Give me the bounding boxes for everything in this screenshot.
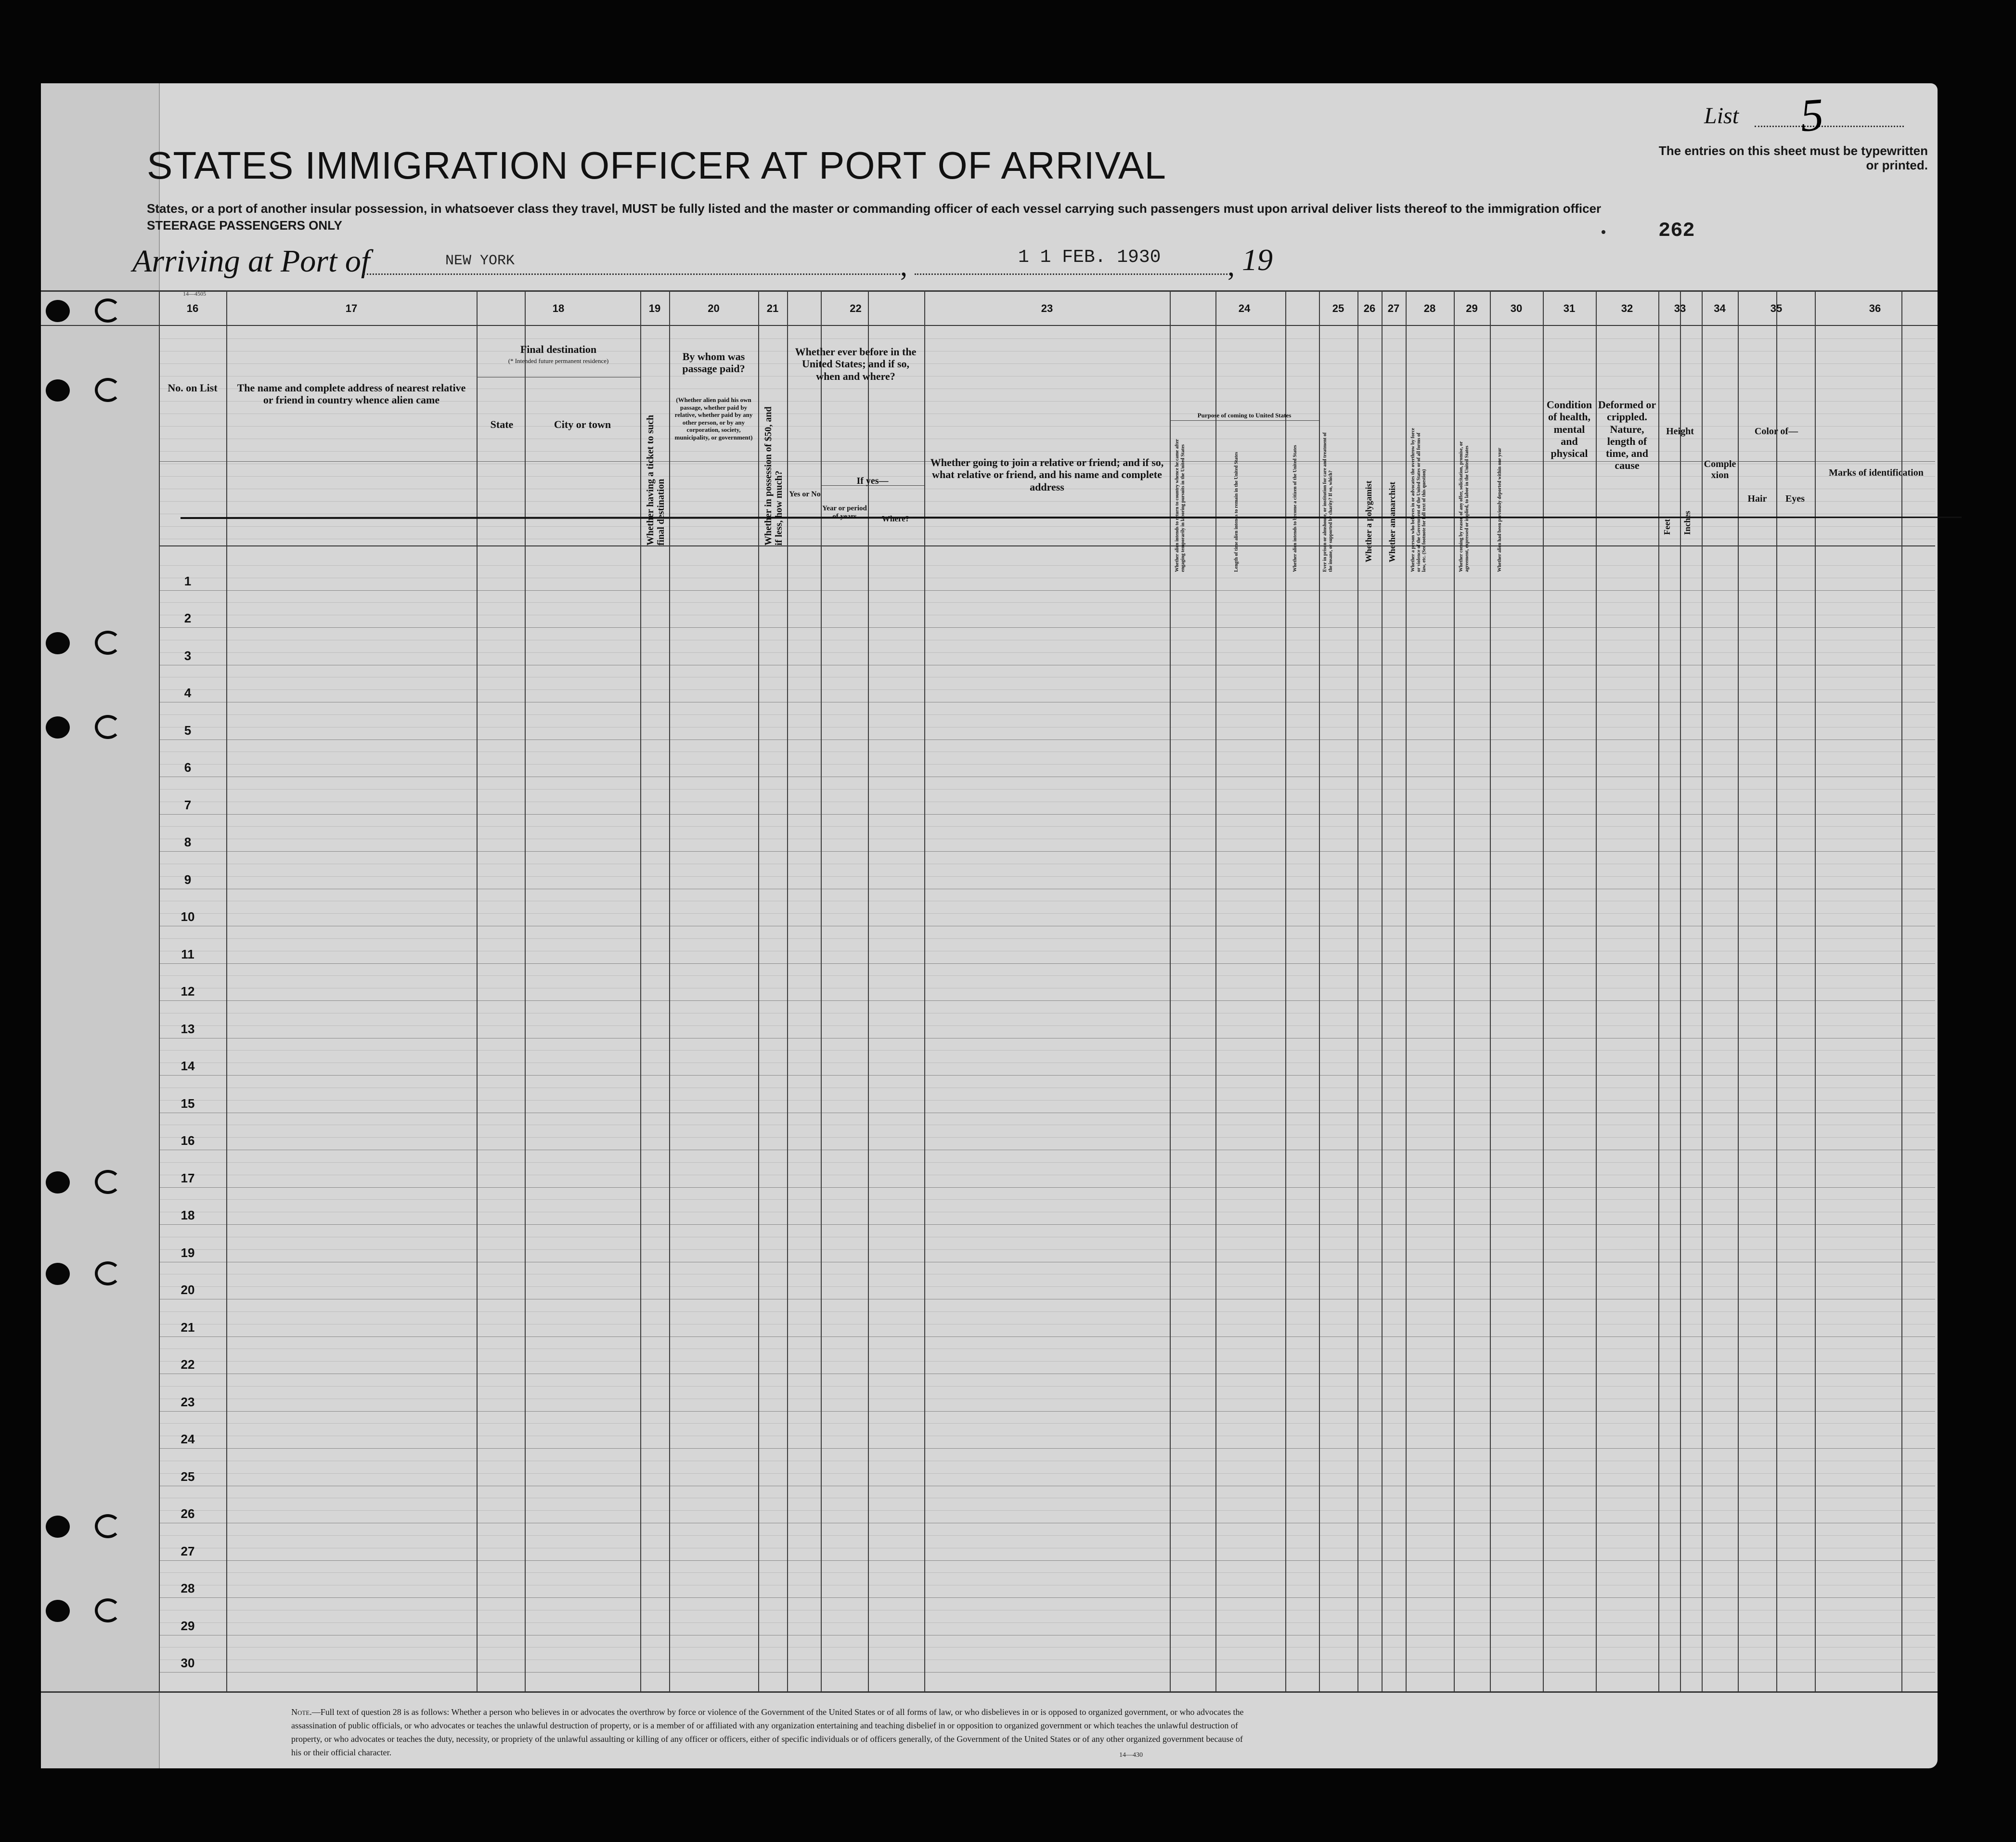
col-16-header: No. on List — [168, 382, 218, 394]
col-30-header: Whether alien had been previously deported within one year — [1497, 448, 1502, 572]
year-prefix: 19 — [1242, 243, 1273, 277]
column-number: 28 — [1423, 302, 1436, 314]
grid-line — [159, 913, 1935, 914]
grid-line — [159, 451, 1935, 452]
column-number: 25 — [1332, 302, 1344, 314]
grid-line — [1596, 290, 1597, 1691]
column-number: 34 — [1714, 302, 1726, 314]
grid-line — [159, 1672, 1935, 1673]
grid-line — [1382, 290, 1383, 1691]
grid-line — [1490, 290, 1491, 1691]
grid-line — [159, 363, 1935, 364]
binder-ring-icon — [95, 1598, 121, 1622]
binder-hole — [46, 379, 70, 402]
column-number: 26 — [1363, 302, 1376, 314]
grid-line — [159, 1336, 1935, 1337]
grid-line — [159, 1286, 1935, 1287]
row-number: 5 — [184, 723, 192, 738]
grid-line — [159, 1448, 1935, 1449]
row-number: 18 — [181, 1208, 195, 1222]
column-number: 29 — [1466, 302, 1478, 314]
grid-line — [159, 1075, 1935, 1076]
grid-line — [159, 1311, 1935, 1312]
grid-line — [1285, 290, 1286, 1691]
form-code: 14—4505 — [183, 290, 206, 297]
col-20-header: By whom was passage paid? — [682, 350, 745, 375]
grid-line — [159, 1560, 1935, 1561]
column-number: 33 — [1674, 302, 1686, 314]
grid-line — [159, 1249, 1935, 1250]
grid-line — [159, 1622, 1935, 1623]
row-number: 13 — [181, 1021, 195, 1036]
col-23-header: Whether going to join a relative or friend; and if so, what relative or friend, and his name and complete address — [930, 456, 1164, 493]
struck-line — [181, 517, 1962, 519]
col-18-subheader: (* Intended future permanent residence) — [508, 357, 609, 364]
binder-hole — [46, 1600, 70, 1622]
grid-line — [159, 1473, 1935, 1474]
row-number: 29 — [181, 1618, 195, 1633]
grid-line — [159, 689, 1935, 690]
col-25-header: Ever in prison or almshouse, or institution for care and treatment of the insane, or supported by charity? If so, which? — [1322, 432, 1333, 572]
row-number: 9 — [184, 872, 192, 887]
grid-line — [1215, 290, 1216, 1691]
col-24-header: Purpose of coming to United States — [1197, 412, 1292, 419]
row-number: 25 — [181, 1469, 195, 1484]
grid-line — [1738, 461, 1815, 462]
grid-line — [477, 290, 478, 1691]
grid-line — [1658, 461, 1702, 462]
grid-line — [159, 545, 1935, 546]
row-number: 27 — [181, 1544, 195, 1558]
column-number: 31 — [1563, 302, 1576, 314]
grid-line — [1543, 290, 1544, 1691]
grid-line — [669, 290, 670, 1691]
row-number: 20 — [181, 1283, 195, 1297]
footnote — [291, 1706, 1254, 1760]
manifest-grid — [41, 83, 1938, 1768]
grid-line — [758, 290, 759, 1691]
binder-ring-icon — [95, 298, 121, 323]
entries-note: The entries on this sheet must be typewritten or printed. — [1658, 143, 1928, 172]
col-18-city: City or town — [554, 418, 611, 430]
date-field-line — [915, 273, 1228, 275]
row-number: 2 — [184, 611, 192, 625]
grid-line — [1170, 290, 1171, 1691]
grid-line — [1357, 290, 1358, 1691]
dot-mark — [1602, 230, 1605, 234]
grid-line — [159, 1050, 1935, 1051]
grid-line — [159, 789, 1935, 790]
binder-ring-icon — [95, 1261, 121, 1285]
col-20-subheader: (Whether alien paid his own passage, whether paid by relative, whether paid by any other person, or by any corporation, society, municipality, or government) — [674, 396, 753, 441]
row-number: 3 — [184, 648, 192, 663]
grid-line — [159, 1386, 1935, 1387]
form-header — [41, 83, 1938, 295]
grid-line — [159, 1025, 1935, 1026]
grid-line — [1815, 290, 1816, 1691]
date-stamp: 1 1 FEB. 1930 — [1018, 247, 1161, 268]
grid-line — [159, 764, 1935, 765]
binder-hole — [46, 1516, 70, 1538]
row-number: 7 — [184, 797, 192, 812]
comma-separator: , — [900, 250, 907, 282]
grid-line — [159, 1187, 1935, 1188]
passenger-class: STEERAGE PASSENGERS ONLY — [147, 218, 342, 233]
row-number: 8 — [184, 835, 192, 849]
sheet-number: 262 — [1658, 219, 1695, 242]
binder-hole — [46, 632, 70, 654]
grid-line — [159, 975, 1935, 976]
binder-hole — [46, 716, 70, 739]
grid-line — [159, 826, 1935, 827]
col-26-header: Whether a polygamist — [1364, 480, 1373, 562]
col-24-sub1: Whether alien intends to return to country whence he came after engaging temporarily in laboring pursuits in the United States — [1175, 439, 1186, 572]
grid-line — [1702, 290, 1703, 1691]
grid-line — [159, 1199, 1935, 1200]
grid-line — [1680, 290, 1681, 1691]
grid-line — [1658, 290, 1659, 1691]
grid-line — [159, 565, 1935, 566]
column-number: 18 — [552, 302, 565, 314]
grid-line — [159, 963, 1935, 964]
binder-ring-icon — [95, 378, 121, 402]
footnote-text: —Full text of question 28 is as follows: Whether a person who believes in or advocates the overthrow by force or violence of the Government of the United States or of all forms of law, or who disbelieves in or is opposed to organized government, or who advocates the assassination of public officials, or who advocates or teaches the unlawful destruction of property, or is a member of or affiliated with any organization entertaining and teaching disbelief in or opposition to organized government or which teaches the unlawful destruction of property, or who advocates or teaches the duty, necessity, or propriety of the unlawful assaulting or killing of any officer or officers, either of specific individuals or of officers generally, of the Government of the United States or of any other organized government because of his or their official character. — [291, 1707, 1244, 1757]
grid-line — [1170, 420, 1319, 421]
grid-line — [159, 814, 1935, 815]
col-35-eyes: Eyes — [1785, 493, 1805, 504]
col-22-years: Year or period of years — [822, 505, 867, 521]
comma-separator: , — [1228, 250, 1235, 282]
grid-line — [1454, 290, 1455, 1691]
col-22-if-yes: If yes— — [856, 476, 889, 486]
footnote-code: 14—430 — [1119, 1751, 1143, 1759]
col-31-header: Condition of health, mental and physical — [1546, 399, 1592, 460]
col-22-where: Where? — [881, 514, 910, 523]
grid-line — [640, 290, 641, 1691]
row-number: 11 — [181, 947, 194, 961]
grid-line — [159, 714, 1935, 715]
col-21-header: Whether in possession of $50, and if less, how much? — [763, 406, 784, 545]
col-18-state: State — [490, 418, 514, 430]
row-number: 16 — [181, 1133, 195, 1148]
grid-line — [159, 602, 1935, 603]
binder-ring-icon — [95, 1170, 121, 1194]
grid-line — [159, 938, 1935, 939]
grid-line — [159, 876, 1935, 877]
col-24-sub2: Length of time alien intends to remain in the United States — [1234, 452, 1239, 572]
column-number: 17 — [345, 302, 358, 314]
column-number: 27 — [1387, 302, 1400, 314]
grid-line — [159, 338, 1935, 339]
row-number: 21 — [181, 1320, 195, 1335]
row-number: 28 — [181, 1581, 195, 1596]
form-statement: States, or a port of another insular possession, in whatsoever class they travel, MUST be fully listed and the master or commanding officer of each vessel carrying such passengers must upon arrival deliver lists thereof to the immigration officer — [147, 201, 1602, 216]
row-number: 22 — [181, 1357, 195, 1372]
row-number: 23 — [181, 1394, 195, 1409]
column-number: 36 — [1869, 302, 1881, 314]
list-field-line — [1755, 126, 1904, 127]
row-number: 26 — [181, 1506, 195, 1521]
row-number: 12 — [181, 984, 195, 999]
grid-line — [159, 1411, 1935, 1412]
grid-line — [1738, 290, 1739, 1691]
manifest-sheet — [41, 83, 1938, 1768]
col-33-inches: Inches — [1682, 510, 1692, 535]
row-number: 15 — [181, 1096, 195, 1111]
column-number: 21 — [766, 302, 779, 314]
binder-hole — [46, 1263, 70, 1285]
grid-line — [159, 851, 1935, 852]
list-number: 5 — [1798, 88, 1825, 142]
grid-line — [159, 501, 1935, 502]
col-36-header: Marks of identification — [1829, 467, 1924, 478]
grid-line — [159, 1000, 1935, 1001]
grid-line — [868, 290, 869, 1691]
grid-line — [159, 1597, 1935, 1598]
binder-ring-icon — [95, 715, 121, 739]
column-number: 16 — [186, 302, 199, 314]
row-number: 1 — [184, 573, 192, 588]
col-35-header: Color of— — [1754, 426, 1798, 437]
grid-line — [821, 290, 822, 1691]
col-19-header: Whether having a ticket to such final destination — [645, 415, 666, 545]
row-number: 4 — [184, 686, 192, 700]
column-number: 23 — [1041, 302, 1053, 314]
col-32-header: Deformed or crippled. Nature, length of time, and cause — [1598, 399, 1656, 472]
grid-line — [159, 1423, 1935, 1424]
row-number: 19 — [181, 1245, 195, 1260]
grid-line — [525, 290, 526, 1691]
row-number: 24 — [181, 1432, 195, 1446]
column-number: 30 — [1510, 302, 1523, 314]
list-label: List — [1704, 103, 1739, 129]
row-number: 17 — [181, 1170, 195, 1185]
grid-line — [159, 627, 1935, 628]
grid-line — [159, 1572, 1935, 1573]
row-number: 6 — [184, 760, 192, 775]
column-number: 20 — [708, 302, 720, 314]
port-field-line — [363, 273, 900, 275]
grid-line — [41, 325, 1938, 326]
footnote-label: Note. — [291, 1707, 312, 1717]
grid-line — [159, 1361, 1935, 1362]
column-number: 35 — [1770, 302, 1783, 314]
grid-line — [159, 1224, 1935, 1225]
grid-line — [159, 1137, 1935, 1138]
col-22-header: Whether ever before in the United States; and if so, when and where? — [795, 346, 917, 382]
binder-ring-icon — [95, 1514, 121, 1538]
row-number: 10 — [181, 909, 195, 924]
col-33-header: Height — [1666, 426, 1694, 437]
col-24-sub3: Whether alien intends to become a citizen of the United States — [1292, 445, 1298, 572]
binder-ring-icon — [95, 631, 121, 655]
col-22-yes-no: Yes or No — [789, 490, 821, 498]
grid-line — [159, 1535, 1935, 1536]
col-35-hair: Hair — [1747, 493, 1767, 504]
grid-line — [159, 739, 1935, 740]
grid-line — [924, 290, 925, 1691]
col-33-feet: Feet — [1662, 519, 1672, 535]
column-number: 24 — [1238, 302, 1251, 314]
col-34-header: Complexion — [1704, 459, 1736, 480]
column-number: 19 — [648, 302, 661, 314]
binder-hole — [46, 1171, 70, 1193]
grid-line — [1406, 290, 1407, 1691]
grid-line — [787, 290, 788, 1691]
grid-line — [1319, 290, 1320, 1691]
column-number: 32 — [1621, 302, 1633, 314]
grid-line — [159, 1510, 1935, 1511]
col-29-header: Whether coming by reason of any offer, solicitation, promise, or agreement, expressed or implied, to labor in the United States — [1459, 441, 1470, 572]
grid-line — [1901, 290, 1902, 1691]
form-title: STATES IMMIGRATION OFFICER AT PORT OF ARRIVAL — [147, 144, 1166, 187]
binder-hole — [46, 300, 70, 322]
grid-line — [159, 652, 1935, 653]
row-number: 14 — [181, 1059, 195, 1073]
col-27-header: Whether an anarchist — [1387, 481, 1397, 562]
grid-line — [159, 1100, 1935, 1101]
row-number: 30 — [181, 1656, 195, 1670]
grid-line — [159, 590, 1935, 591]
port-field: NEW YORK — [445, 253, 515, 269]
col-17-header: The name and complete address of nearest relative or friend in country whence alien came — [237, 382, 466, 406]
grid-line — [159, 1162, 1935, 1163]
col-28-header: Whether a person who believes in or advocates the overthrow by force or violence of the Government of the United States or of all forms of law, etc. (See footnote for full text of this question) — [1410, 428, 1427, 572]
grid-line — [1285, 420, 1286, 545]
col-18-header: Final destination — [520, 343, 597, 355]
grid-line — [1215, 420, 1216, 545]
grid-line — [226, 290, 227, 1691]
arriving-label: Arriving at Port of — [132, 244, 370, 279]
grid-line — [41, 1691, 1938, 1693]
column-number: 22 — [850, 302, 862, 314]
